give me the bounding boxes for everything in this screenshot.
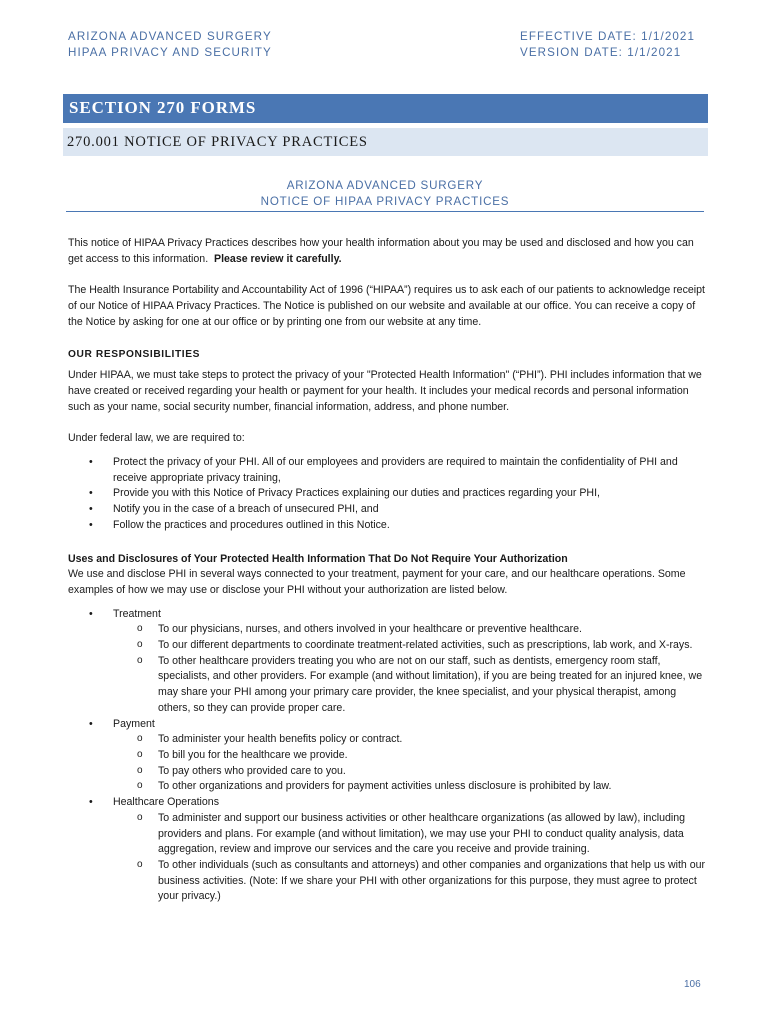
header-org-name: ARIZONA ADVANCED SURGERY [68, 30, 272, 43]
notice-title-org: ARIZONA ADVANCED SURGERY [286, 179, 484, 192]
treatment-sublist [113, 622, 708, 716]
list-item: o To other organizations and providers for payment activities unless disclosure is prohibited by law. [113, 779, 708, 795]
header-doc-name: HIPAA PRIVACY AND SECURITY [68, 46, 272, 59]
list-item: o To other individuals (such as consultants and attorneys) and other companies and organizations that help us with our business activities. (Note: If we share your PHI with other organizations for this purpose, they must agree to protect your privacy.) [113, 858, 708, 905]
payment-sublist [113, 732, 708, 795]
category-payment [68, 717, 708, 796]
list-item: o To administer your health benefits policy or contract. [113, 732, 708, 748]
notice-body [68, 236, 708, 923]
list-item: o To bill you for the healthcare we provide. [113, 748, 708, 764]
notice-title-name: NOTICE OF HIPAA PRIVACY PRACTICES [260, 195, 510, 208]
list-item: o To other healthcare providers treating you who are not on our staff, such as dentists, emergency room staff, specialists, and other providers. For example (and without limitation), if you are being treated for an injured knee, we may share your PHI among your primary care provider, the knee specialist, and your physical therapist, among others, so they can provide proper care. [113, 654, 708, 717]
category-healthcare-operations [68, 795, 708, 905]
uses-disclosures-heading: Uses and Disclosures of Your Protected Health Information That Do Not Require Your Authorization [68, 552, 568, 565]
title-divider [66, 211, 704, 212]
responsibilities-paragraph: Under HIPAA, we must take steps to protect the privacy of your "Protected Health Information" (“PHI”). PHI includes information that we have created or received regarding your health or payment for your health. It includes your medical records and personal information such as your name, social security number, financial information, address, and phone number. [68, 369, 702, 413]
page-number: 106 [684, 979, 701, 990]
category-label: Treatment [113, 607, 161, 620]
header-effective-date: EFFECTIVE DATE: 1/1/2021 [520, 30, 696, 43]
list-item: • Follow the practices and procedures outlined in this Notice. [68, 518, 708, 534]
category-label: Healthcare Operations [113, 796, 219, 809]
subsection-title: 270.001 NOTICE OF PRIVACY PRACTICES [63, 128, 708, 156]
category-label: Payment [113, 717, 155, 730]
header-version-date: VERSION DATE: 1/1/2021 [520, 46, 682, 59]
section-title: SECTION 270 FORMS [63, 94, 708, 123]
operations-sublist [113, 811, 708, 905]
list-item: • Protect the privacy of your PHI. All of our employees and providers are required to maintain the confidentiality of PHI and receive appropriate privacy training, [68, 455, 708, 486]
uses-disclosures-paragraph: We use and disclose PHI in several ways connected to your treatment, payment for your care, and our healthcare operations. Some examples of how we may use or disclose your PHI without your authorization are listed below. [68, 568, 686, 596]
list-item: • Notify you in the case of a breach of unsecured PHI, and [68, 502, 708, 518]
list-item: o To pay others who provided care to you. [113, 764, 708, 780]
list-item: o To our physicians, nurses, and others involved in your healthcare or preventive healthcare. [113, 622, 708, 638]
acknowledgment-paragraph: The Health Insurance Portability and Accountability Act of 1996 (“HIPAA”) requires us to ask each of our patients to acknowledge receipt of our Notice of HIPAA Privacy Practices. The Notice is published on our website and available at our office. You can receive a copy of the Notice by asking for one at our office or by printing one from our website at any time. [68, 284, 705, 328]
header-right [520, 29, 695, 61]
notice-title [66, 178, 704, 210]
intro-text: This notice of HIPAA Privacy Practices describes how your health information about you may be used and disclosed and how you can get access to this information. [68, 237, 694, 265]
category-treatment [68, 607, 708, 717]
intro-emphasis: Please review it carefully. [214, 252, 342, 265]
responsibilities-heading: OUR RESPONSIBILITIES [68, 348, 201, 360]
intro-paragraph [68, 236, 708, 267]
list-item: o To administer and support our business activities or other healthcare organizations (as allowed by law), including providers and plans. For example (and without limitation), we may use your PHI to conduct quality analysis, data aggregation, review and improve our services and the care you receive and provide training. [113, 811, 708, 858]
list-item: o To our different departments to coordinate treatment-related activities, such as prescriptions, lab work, and X-rays. [113, 638, 708, 654]
responsibilities-list [68, 455, 708, 534]
list-item: • Provide you with this Notice of Privacy Practices explaining our duties and practices regarding your PHI, [68, 486, 708, 502]
federal-law-intro: Under federal law, we are required to: [68, 432, 245, 445]
header-left [68, 29, 272, 61]
uses-categories-list [68, 607, 708, 905]
